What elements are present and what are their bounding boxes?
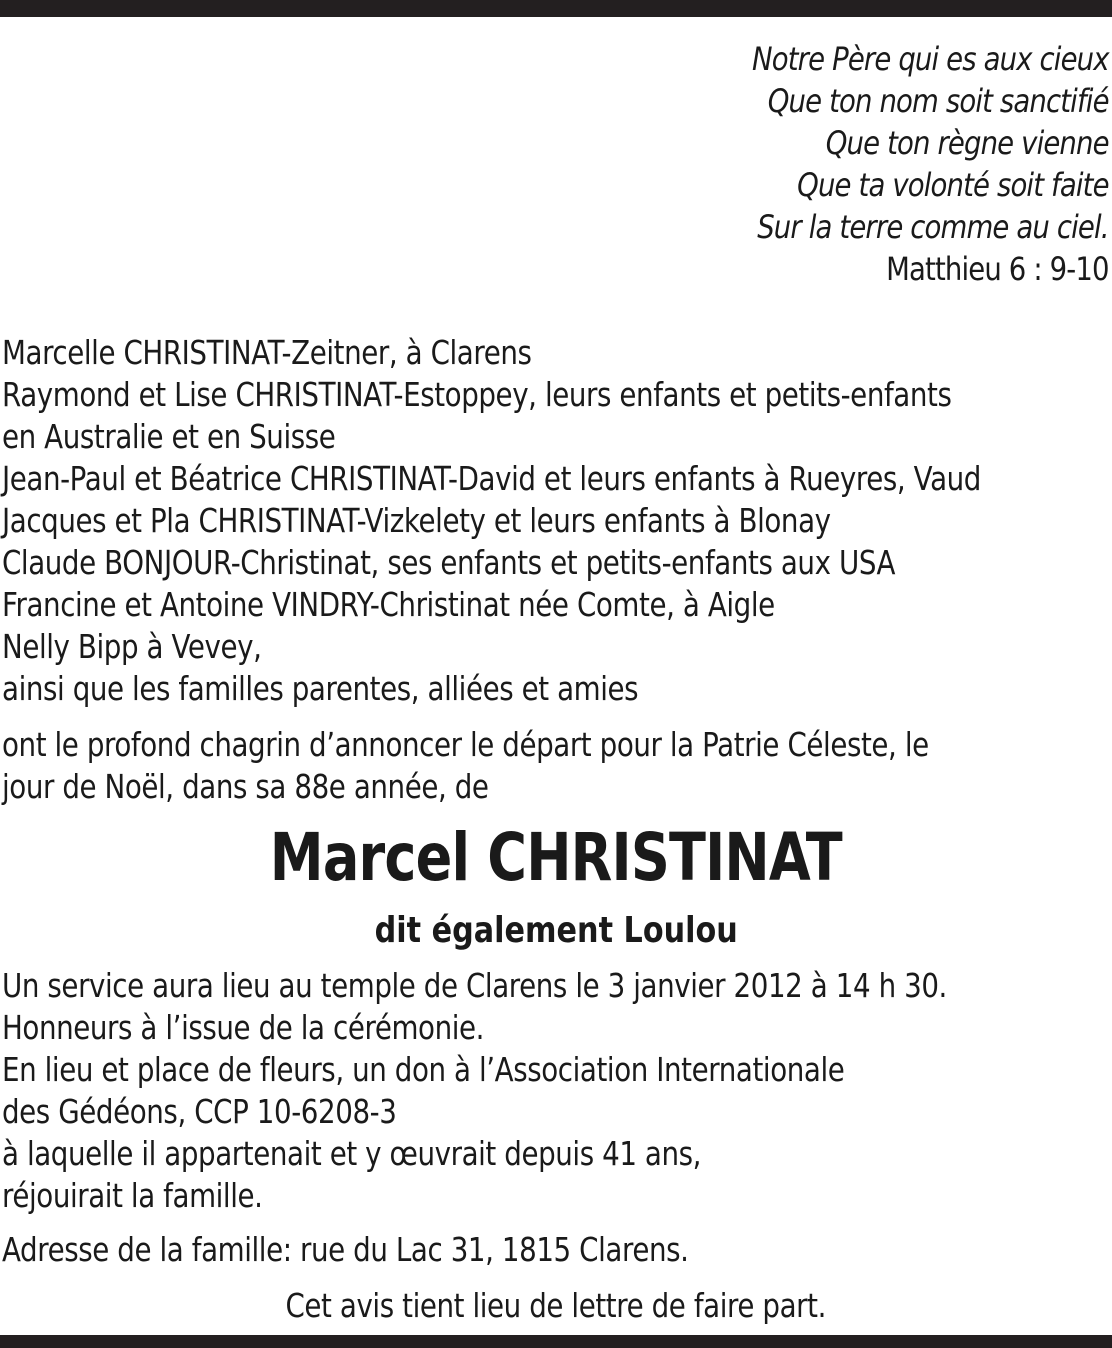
verse-reference: Matthieu 6 : 9-10 (886, 250, 1109, 288)
family-line: Raymond et Lise CHRISTINAT-Estoppey, leurs enfants et petits-enfants (2, 375, 952, 414)
announcement-text (2, 724, 929, 808)
verse-line: Que ta volonté soit faite (797, 166, 1109, 204)
deceased-name (0, 818, 1112, 898)
address-line: Adresse de la famille: rue du Lac 31, 1815 Clarens. (2, 1230, 689, 1269)
deceased-nickname-text: dit également Loulou (374, 910, 738, 951)
closing-note-text: Cet avis tient lieu de lettre de faire part. (285, 1286, 827, 1325)
service-details (2, 965, 947, 1217)
announcement-line: ont le profond chagrin d’annoncer le départ pour la Patrie Céleste, le (2, 725, 929, 764)
family-line: ainsi que les familles parentes, alliées et amies (2, 669, 639, 708)
service-line: En lieu et place de fleurs, un don à l’Association Internationale (2, 1050, 845, 1089)
family-list (2, 332, 981, 710)
bottom-border-rule (0, 1335, 1112, 1348)
family-address (2, 1229, 689, 1271)
family-line: Nelly Bipp à Vevey, (2, 627, 262, 666)
family-line: en Australie et en Suisse (2, 417, 336, 456)
family-line: Claude BONJOUR-Christinat, ses enfants et petits-enfants aux USA (2, 543, 896, 582)
family-line: Jean-Paul et Béatrice CHRISTINAT-David et leurs enfants à Rueyres, Vaud (2, 459, 981, 498)
family-line: Francine et Antoine VINDRY-Christinat née Comte, à Aigle (2, 585, 775, 624)
service-line: Un service aura lieu au temple de Clarens le 3 janvier 2012 à 14 h 30. (2, 966, 947, 1005)
top-border-rule (0, 0, 1112, 17)
deceased-nickname (0, 908, 1112, 954)
bible-verse-block (752, 38, 1109, 290)
closing-note (0, 1285, 1112, 1327)
announcement-line: jour de Noël, dans sa 88e année, de (2, 767, 489, 806)
verse-line: Que ton nom soit sanctifié (768, 82, 1109, 120)
family-line: Marcelle CHRISTINAT-Zeitner, à Clarens (2, 333, 532, 372)
verse-line: Notre Père qui es aux cieux (752, 40, 1109, 78)
family-line: Jacques et Pla CHRISTINAT-Vizkelety et leurs enfants à Blonay (2, 501, 831, 540)
service-line: Honneurs à l’issue de la cérémonie. (2, 1008, 485, 1047)
verse-line: Que ton règne vienne (826, 124, 1109, 162)
service-line: réjouirait la famille. (2, 1176, 263, 1215)
deceased-name-text: Marcel CHRISTINAT (269, 819, 843, 896)
verse-line: Sur la terre comme au ciel. (757, 208, 1109, 246)
service-line: des Gédéons, CCP 10-6208-3 (2, 1092, 397, 1131)
service-line: à laquelle il appartenait et y œuvrait depuis 41 ans, (2, 1134, 702, 1173)
